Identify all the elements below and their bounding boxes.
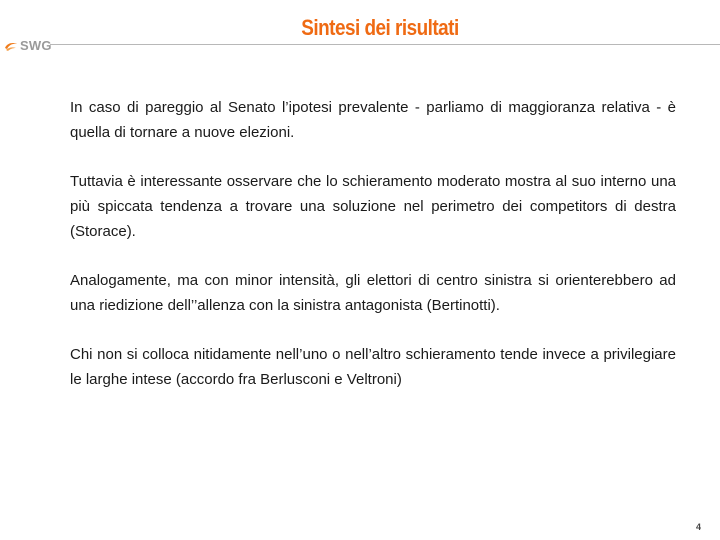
paragraph-4: Chi non si colloca nitidamente nell’uno o nell’altro schieramento tende invece a privilegiare le larghe intese (accordo fra Berlusconi e Veltroni) xyxy=(70,346,676,388)
slide-body xyxy=(70,95,676,416)
paragraph-3: Analogamente, ma con minor intensità, gli elettori di centro sinistra si orienterebbero ad una riedizione dell’’allenza con la sinistra antagonista (Bertinotti). xyxy=(70,272,676,314)
swg-swoosh-icon xyxy=(4,39,18,53)
page-number: 4 xyxy=(695,522,701,532)
logo-text: SWG xyxy=(20,38,52,53)
header-divider xyxy=(50,44,720,45)
paragraph-1: In caso di pareggio al Senato l’ipotesi prevalente - parliamo di maggioranza relativa - è quella di tornare a nuove elezioni. xyxy=(70,99,676,141)
swg-logo xyxy=(4,38,52,53)
slide-title: Sintesi dei risultati xyxy=(301,15,459,40)
paragraph-2: Tuttavia è interessante osservare che lo schieramento moderato mostra al suo interno una più spiccata tendenza a trovare una soluzione nel perimetro dei competitors di destra (Storace). xyxy=(70,173,676,240)
